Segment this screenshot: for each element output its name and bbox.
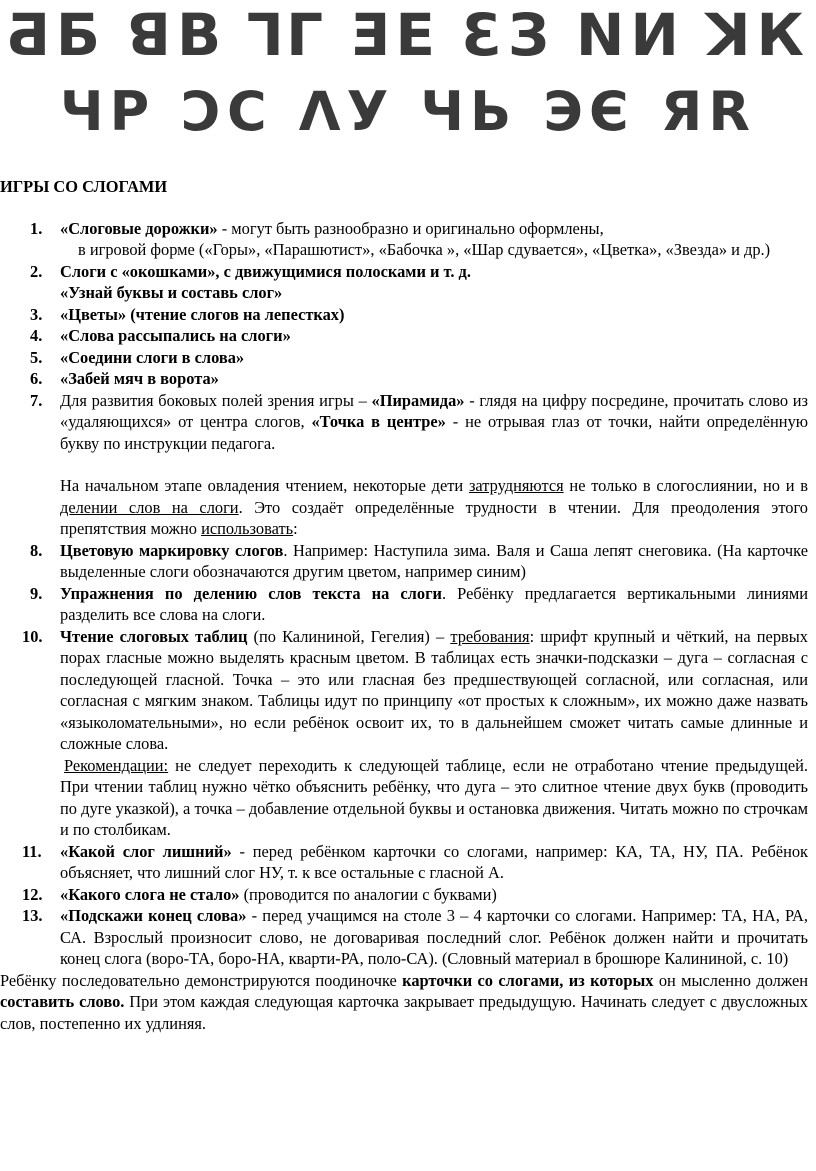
item-text: (по Калининой, Гегелия) – [247,626,451,646]
item-title: «Соедини слоги в слова» [60,347,245,367]
mirrored-letter-pairs-row-2 [0,82,816,142]
item-title: Чтение слоговых таблиц [60,626,248,646]
list-item [0,304,816,326]
item-title: Слоги с «окошками», с движущимися полосками и т. д. [60,261,471,281]
item-number: 3. [30,304,43,324]
item-title: Цветовую маркировку слогов [60,540,284,560]
item-number: 13. [22,906,43,925]
letter-pair: ЯR [660,80,756,143]
item-text: не следует переходить к следующей таблице, если не отработано чтение предыдущей. При чтении таблиц нужно чётко объяснить ребёнку, что дуга – это слитное чтение двух букв (проводить по дуге указкой), а точка – добавление отдельной буквы и остановка движения. Читать можно по строчкам и по столбикам. [60,755,808,839]
para-text: Ребёнку последовательно демонстрируются поодиночке [0,970,403,990]
list-item [0,218,816,261]
letter-pair: ƋБ [6,1,107,69]
letter-pair: NИ [575,1,685,69]
para-underline: делении слов на слоги [60,497,239,517]
para-bold: составить слово. [0,992,125,1011]
item-title: «Какой слог лишний» [60,841,232,861]
letter-pair: ƎЕ [349,1,441,69]
item-title: «Слоговые дорожки» [60,218,218,238]
letter-pair: ЭЄ [543,80,635,143]
letter-pair: ƐЗ [461,1,556,69]
item-title: Упражнения по делению слов текста на слоги [60,583,442,603]
letter-pair: ꓘК [705,1,810,69]
mirrored-letter-pairs-row-1 [0,2,816,68]
item-number: 9. [30,583,43,603]
item-number: 5. [30,347,43,367]
paragraph [0,475,816,540]
item-title: «Узнай буквы и составь слог» [60,283,283,302]
item-text: - глядя на цифру посредине, прочитать слово из «удаляющихся» от центра слогов, [60,390,808,431]
item-number: 7. [30,390,43,410]
section-heading: ИГРЫ СО СЛОГАМИ [0,177,168,196]
para-text: . Это создаёт определённые трудности в чтении. Для преодоления этого препятствия можно [60,497,808,538]
item-number: 6. [30,369,43,388]
letter-pair: ꓥУ [298,80,395,143]
list-item [0,347,816,369]
para-underline: использовать [201,519,294,538]
list-item [0,841,816,884]
item-text: - не отрывая глаз от точки, найти определённую букву по инструкции педагога. [60,412,809,453]
document-body [0,176,816,1034]
item-text: (проводится по аналогии с буквами) [239,884,497,904]
item-text: Для развития боковых полей зрения игры – [60,390,372,410]
para-underline: затрудняются [468,476,564,495]
item-underline: Рекомендации: [64,755,169,775]
item-title: «Забей мяч в ворота» [60,369,219,388]
list-item [0,390,816,455]
item-text: - перед ребёнком карточки со слогами, например: КА, ТА, НУ, ПА. Ребёнок объясняет, что лишний слог НУ, т. к все остальные с гласной А. [60,841,808,882]
item-text: . Например: Наступила зима. Валя и Саша лепят снеговика. (На карточке выделенные слоги обозначаются другим цветом, например синим) [60,540,808,581]
item-number: 4. [30,326,43,345]
para-text: При этом каждая следующая карточка закрывает предыдущую. Начинать следует с двусложных слов, постепенно их удлиняя. [0,992,808,1033]
list-item [0,540,816,583]
item-number: 11. [22,841,42,861]
item-title: «Пирамида» [371,390,465,410]
list-item [0,583,816,626]
item-text: . Ребёнку предлагается вертикальными линиями разделить все слова на слоги. [60,583,809,624]
item-number: 12. [22,884,43,904]
list-item [0,368,816,390]
list-item [0,261,816,304]
item-number: 10. [22,626,43,646]
para-text: : [293,519,298,538]
item-number: 8. [30,540,43,560]
item-text: : шрифт крупный и чёткий, на первых порах гласные можно выделять красным цветом. В таблицах есть значки-подсказки – дуга – согласная с последующей гласной. Точка – это или гласная без предшествующей согласной, или согласная, или согласная с мягким знаком. Таблицы идут по принципу «от простых к сложным», их можно даже назвать «языколомательными», но если ребёнок освоит их, то в дальнейшем сможет читать самые длинные и сложные слова. [60,626,808,753]
item-text: - перед учащимся на столе 3 – 4 карточки со слогами. Например: ТА, НА, РА, СА. Взрослый произносит слово, не договаривая последний слог. Ребёнок должен найти и прочитать конец слога (воро-ТА, боро-НА, кварти-РА, поло-СА). (Словный материал в брошюре Калининой, с. 10) [60,906,808,968]
para-bold: карточки со слогами, из которых [402,970,654,990]
list-item [0,905,816,970]
letter-pair: ƆС [181,80,273,143]
games-list [0,218,816,455]
letter-pair: ꓶГ [247,1,330,69]
item-title: «Цветы» (чтение слогов на лепестках) [60,304,345,324]
item-text: в игровой форме («Горы», «Парашютист», «Бабочка », «Шар сдувается», «Цветка», «Звезда» и др.) [78,240,771,259]
item-text: - могут быть разнообразно и оригинально оформлены, [217,218,604,238]
item-number: 1. [30,218,43,238]
item-underline: требования [450,626,530,646]
letter-pair: ЧР [60,80,156,143]
list-item [0,325,816,347]
para-text: На начальном этапе овладения чтением, некоторые дети [60,476,469,495]
item-title: «Подскажи конец слова» [60,906,247,925]
para-text: не только в слогослиянии, но и в [563,476,808,495]
letter-pair: ꓭВ [126,1,228,69]
item-title: «Точка в центре» [311,412,446,431]
list-item [0,626,816,841]
exercises-list [0,540,816,970]
item-title: «Слова рассыпались на слоги» [60,326,291,345]
item-number: 2. [30,261,43,281]
item-title: «Какого слога не стало» [60,884,240,904]
list-item [0,884,816,906]
para-text: он мысленно должен [653,970,809,990]
letter-pair: ЧЬ [420,80,518,143]
closing-paragraph [0,970,816,1035]
